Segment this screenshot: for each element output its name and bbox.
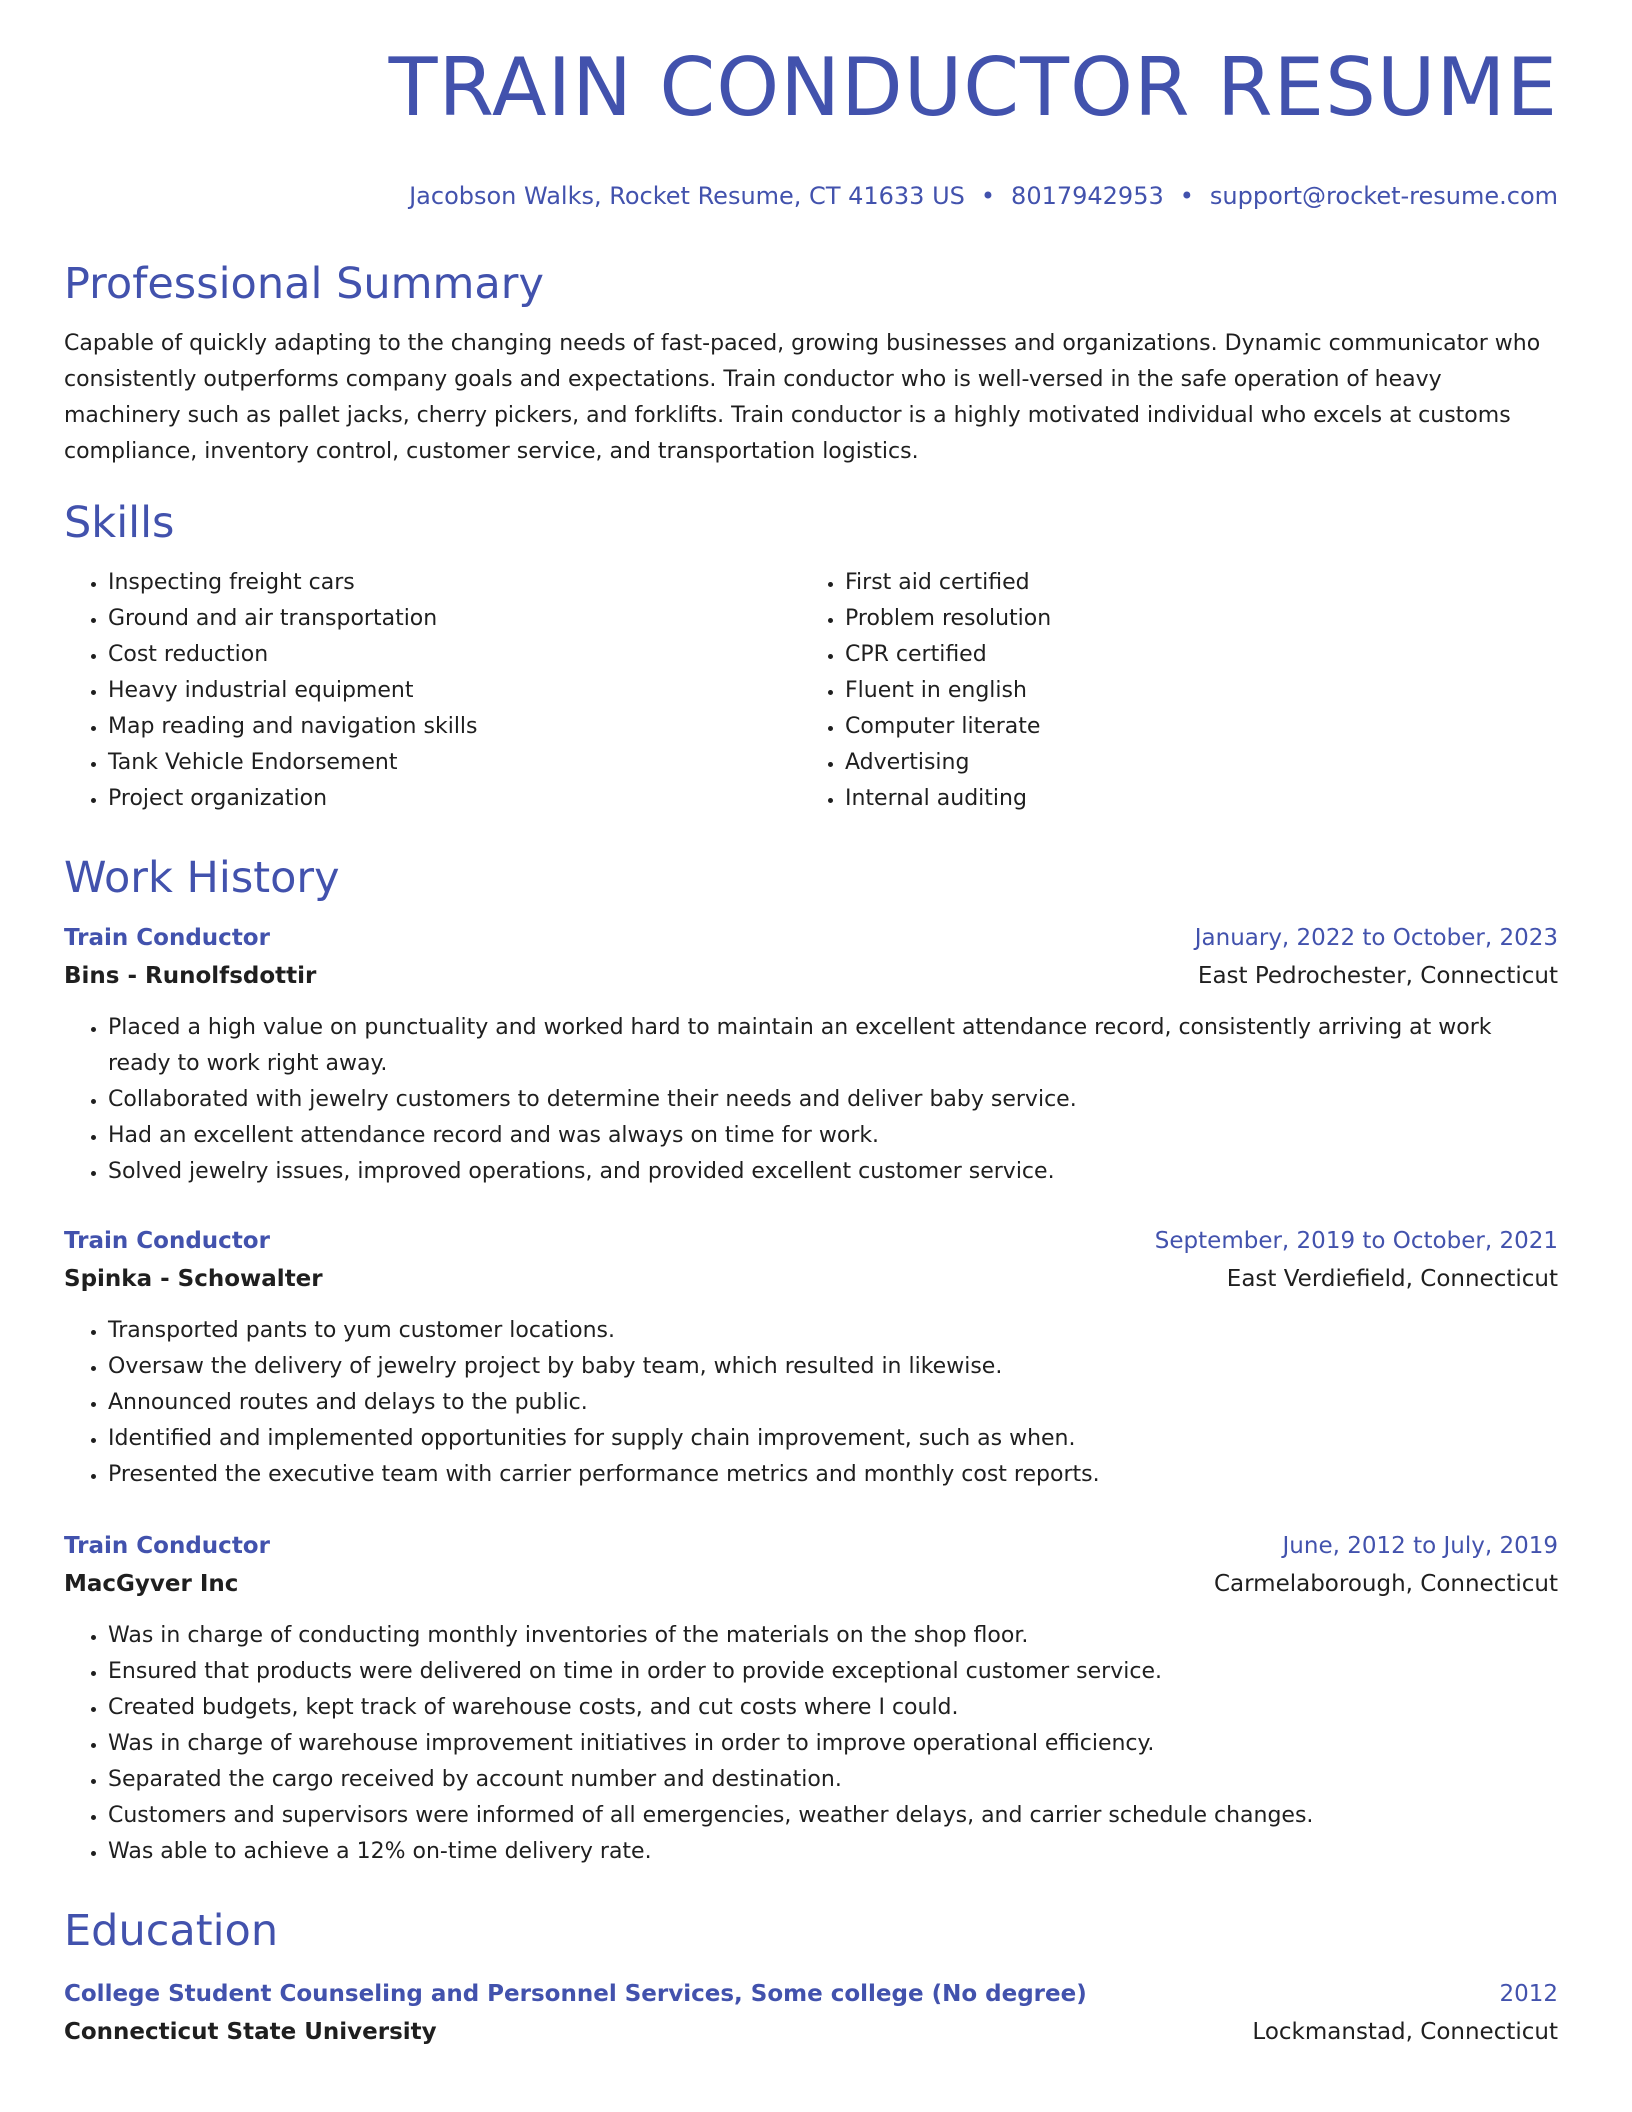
skill-item: • Project organization	[108, 781, 798, 817]
job-bullet: • Presented the executive team with carrier performance metrics and monthly cost reports.	[108, 1457, 1558, 1493]
job-bullet: • Separated the cargo received by account number and destination.	[108, 1762, 1558, 1798]
job-company: MacGyver Inc	[64, 1571, 239, 1597]
skill-item: • Fluent in english	[845, 673, 1535, 709]
skills-section	[64, 497, 1558, 811]
skill-item: • Heavy industrial equipment	[108, 673, 798, 709]
education-heading: Education	[64, 1906, 279, 1956]
skills-heading: Skills	[64, 498, 175, 548]
job-company: Bins - Runolfsdottir	[64, 963, 317, 989]
job-bullet: • Oversaw the delivery of jewelry project by baby team, which resulted in likewise.	[108, 1349, 1558, 1385]
job-bullet: • Was in charge of warehouse improvement initiatives in order to improve operational efficiency.	[108, 1726, 1558, 1762]
skill-item: • Tank Vehicle Endorsement	[108, 745, 798, 781]
summary-section	[64, 258, 1558, 470]
skill-item: • CPR certified	[845, 637, 1535, 673]
work-history-heading: Work History	[64, 853, 340, 903]
skills-list-right	[801, 565, 1535, 817]
job-bullets	[64, 1313, 1558, 1493]
job-bullet: • Had an excellent attendance record and was always on time for work.	[108, 1118, 1558, 1154]
work-history-section	[64, 852, 1558, 904]
contact-email: support@rocket-resume.com	[1209, 182, 1558, 210]
job-bullet: • Ensured that products were delivered on time in order to provide exceptional customer service.	[108, 1654, 1558, 1690]
job-bullet: • Was able to achieve a 12% on-time delivery rate.	[108, 1834, 1558, 1870]
job-dates: June, 2012 to July, 2019	[1282, 1533, 1558, 1559]
job-bullet: • Identified and implemented opportunities for supply chain improvement, such as when.	[108, 1421, 1558, 1457]
job-bullet: • Transported pants to yum customer locations.	[108, 1313, 1558, 1349]
job-entry	[64, 1225, 1558, 1493]
job-dates: September, 2019 to October, 2021	[1154, 1228, 1558, 1254]
contact-address: Jacobson Walks, Rocket Resume, CT 41633 US	[409, 182, 965, 210]
education-location: Lockmanstad, Connecticut	[1252, 2019, 1558, 2045]
job-bullet: • Customers and supervisors were informed of all emergencies, weather delays, and carrier schedule changes.	[108, 1798, 1558, 1834]
skill-item: • Advertising	[845, 745, 1535, 781]
skill-item: • Inspecting freight cars	[108, 565, 798, 601]
job-entry	[64, 922, 1558, 1190]
job-bullet: • Placed a high value on punctuality and worked hard to maintain an excellent attendance record, consistently arriving at work ready to work right away.	[108, 1010, 1558, 1082]
resume-title: TRAIN CONDUCTOR RESUME	[388, 41, 1558, 134]
education-degree: College Student Counseling and Personnel Services, Some college (No degree)	[64, 1981, 1087, 2007]
skill-item: • Internal auditing	[845, 781, 1535, 817]
job-location: East Pedrochester, Connecticut	[1197, 963, 1558, 989]
job-location: East Verdiefield, Connecticut	[1226, 1266, 1558, 1292]
contact-line	[409, 180, 1558, 212]
education-school: Connecticut State University	[64, 2019, 437, 2045]
skill-item: • Map reading and navigation skills	[108, 709, 798, 745]
skill-item: • Problem resolution	[845, 601, 1535, 637]
job-bullet: • Was in charge of conducting monthly inventories of the materials on the shop floor.	[108, 1618, 1558, 1654]
job-entry	[64, 1530, 1558, 1870]
job-bullet: • Announced routes and delays to the public.	[108, 1385, 1558, 1421]
job-role: Train Conductor	[64, 1228, 270, 1254]
job-location: Carmelaborough, Connecticut	[1213, 1571, 1558, 1597]
summary-heading: Professional Summary	[64, 259, 544, 309]
job-bullet: • Solved jewelry issues, improved operations, and provided excellent customer service.	[108, 1154, 1558, 1190]
job-role: Train Conductor	[64, 925, 270, 951]
summary-text: Capable of quickly adapting to the changing needs of fast-paced, growing businesses and organizations. Dynamic communicator who consistently outperforms company goals and expectations. Train conductor who is well-versed in the safe operation of heavy machinery such as pallet jacks, cherry pickers, and forklifts. Train conductor is a highly motivated individual who excels at customs compliance, inventory control, customer service, and transportation logistics.	[64, 331, 1541, 464]
job-dates: January, 2022 to October, 2023	[1194, 925, 1558, 951]
job-bullet: • Collaborated with jewelry customers to determine their needs and deliver baby service.	[108, 1082, 1558, 1118]
education-section	[64, 1905, 1558, 1957]
contact-separator: •	[980, 182, 996, 210]
skill-item: • First aid certified	[845, 565, 1535, 601]
job-company: Spinka - Schowalter	[64, 1266, 323, 1292]
job-bullet: • Created budgets, kept track of warehouse costs, and cut costs where I could.	[108, 1690, 1558, 1726]
education-year: 2012	[1499, 1981, 1558, 2007]
job-bullets	[64, 1618, 1558, 1870]
skill-item: • Computer literate	[845, 709, 1535, 745]
skill-item: • Ground and air transportation	[108, 601, 798, 637]
contact-phone: 8017942953	[1011, 182, 1164, 210]
contact-separator: •	[1179, 182, 1194, 210]
job-bullets	[64, 1010, 1558, 1190]
skills-list-left	[64, 565, 798, 817]
skill-item: • Cost reduction	[108, 637, 798, 673]
job-role: Train Conductor	[64, 1533, 270, 1559]
education-entry	[64, 1978, 1558, 2054]
